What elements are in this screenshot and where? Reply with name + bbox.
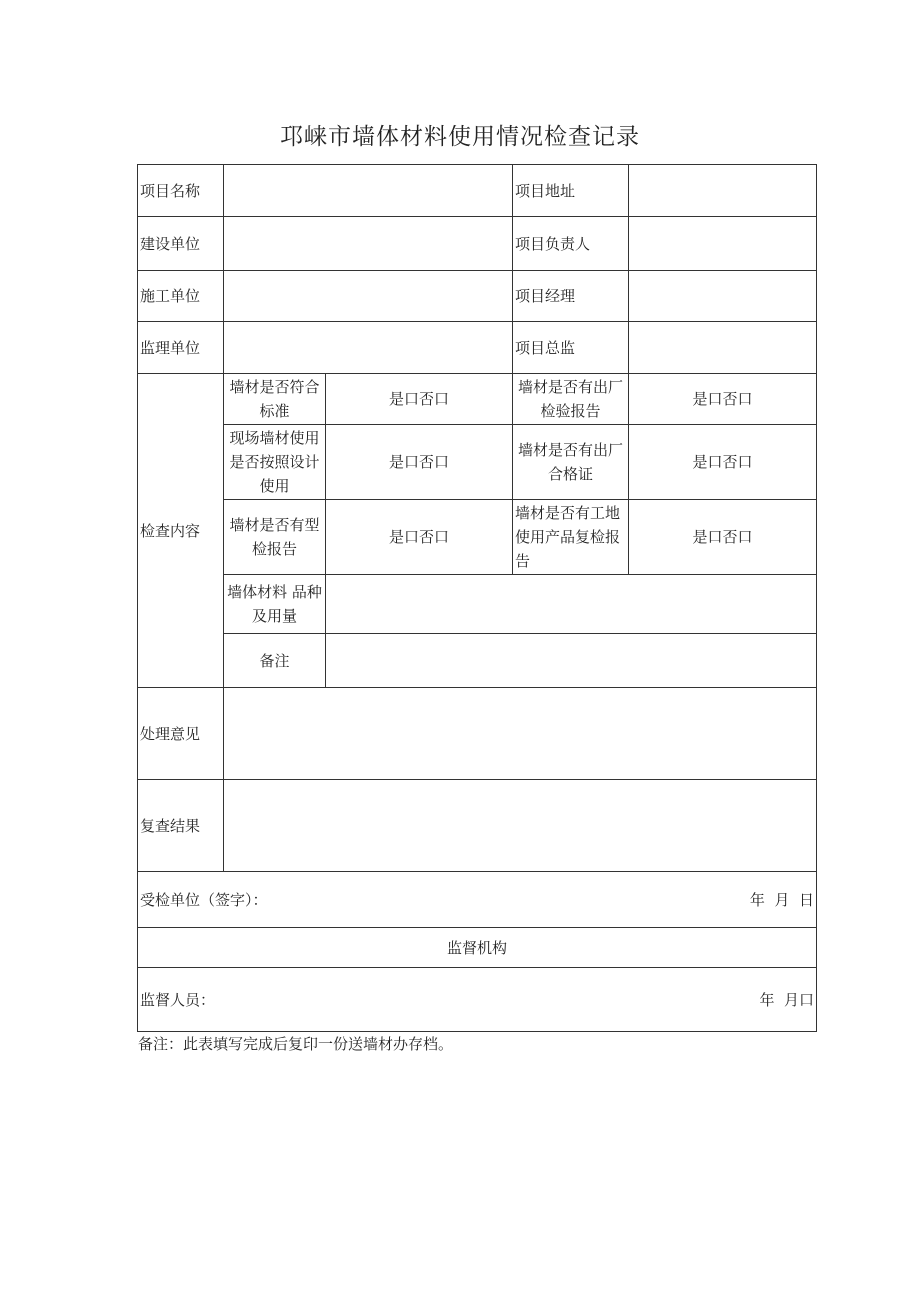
opinion-label: 处理意见 [138,688,224,780]
inspected-unit-row [138,872,817,928]
inspection-item-label: 现场墙材使用是否按照设计使用 [224,425,326,500]
contractor-field[interactable] [224,271,513,322]
inspection-item-label: 墙材是否有出厂检验报告 [513,374,629,425]
material-row [138,575,817,634]
project-leader-field[interactable] [629,217,817,271]
footnote: 备注：此表填写完成后复印一份送墙材办存档。 [138,1035,454,1053]
contractor-label: 施工单位 [138,271,224,322]
inspection-section-label: 检查内容 [138,374,224,688]
supervisor-row [138,968,817,1032]
inspection-row-3 [138,500,817,575]
inspected-unit-date: 年 月 日 [749,890,814,909]
project-leader-label: 项目负责人 [513,217,629,271]
inspected-unit-label: 受检单位（签字）： [140,890,268,909]
info-row-supervision-unit [138,322,817,374]
info-row-contractor [138,271,817,322]
inspection-item-label: 墙材是否有型检报告 [224,500,326,575]
project-address-label: 项目地址 [513,165,629,217]
supervision-unit-label: 监理单位 [138,322,224,374]
opinion-row [138,688,817,780]
supervisor-date: 年 月口 [759,990,814,1009]
chief-supervisor-field[interactable] [629,322,817,374]
material-usage-label: 墙体材料 品种及用量 [224,575,326,634]
remark-field[interactable] [326,634,817,688]
remark-label: 备注 [224,634,326,688]
inspection-item-label: 墙材是否符合标准 [224,374,326,425]
supervisor-cell[interactable] [138,968,817,1032]
project-manager-field[interactable] [629,271,817,322]
inspection-row-2 [138,425,817,500]
supervisor-label: 监督人员： [140,990,216,1009]
construction-unit-field[interactable] [224,217,513,271]
construction-unit-label: 建设单位 [138,217,224,271]
project-name-label: 项目名称 [138,165,224,217]
inspected-unit-cell[interactable] [138,872,817,928]
remark-row [138,634,817,688]
project-address-field[interactable] [629,165,817,217]
chief-supervisor-label: 项目总监 [513,322,629,374]
yes-no-checkbox[interactable]: 是口否口 [326,425,513,500]
recheck-row [138,780,817,872]
inspection-form-table [137,164,817,1032]
recheck-label: 复查结果 [138,780,224,872]
supervision-unit-field[interactable] [224,322,513,374]
yes-no-checkbox[interactable]: 是口否口 [629,374,817,425]
info-row-project-name [138,165,817,217]
inspection-item-label: 墙材是否有出厂合格证 [513,425,629,500]
yes-no-checkbox[interactable]: 是口否口 [326,500,513,575]
project-name-field[interactable] [224,165,513,217]
info-row-construction-unit [138,217,817,271]
supervision-org-label: 监督机构 [138,928,817,968]
recheck-field[interactable] [224,780,817,872]
yes-no-checkbox[interactable]: 是口否口 [326,374,513,425]
yes-no-checkbox[interactable]: 是口否口 [629,425,817,500]
yes-no-checkbox[interactable]: 是口否口 [629,500,817,575]
supervision-org-row [138,928,817,968]
project-manager-label: 项目经理 [513,271,629,322]
opinion-field[interactable] [224,688,817,780]
inspection-item-label: 墙材是否有工地使用产品复检报告 [513,500,629,575]
inspection-row-1 [138,374,817,425]
material-usage-field[interactable] [326,575,817,634]
page-title: 邛崃市墙体材料使用情况检查记录 [280,124,640,150]
